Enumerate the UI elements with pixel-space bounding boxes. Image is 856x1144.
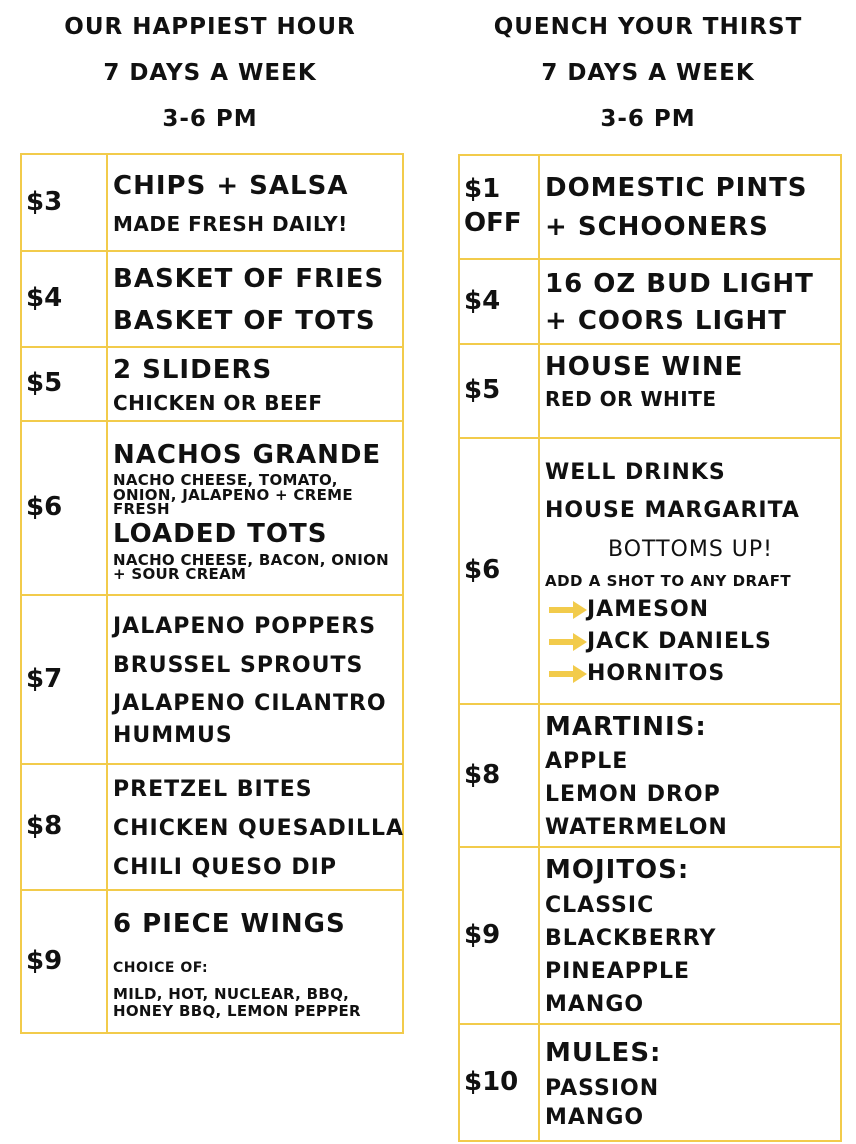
items-cell xyxy=(107,347,403,421)
menu-item-note: CHICKEN OR BEEF xyxy=(113,390,323,415)
right-arrow-icon xyxy=(549,601,587,619)
menu-item: CHILI QUESO DIP xyxy=(113,854,337,880)
menu-item-note: RED OR WHITE xyxy=(545,387,717,412)
drinks-heading-title: QUENCH YOUR THIRST xyxy=(493,14,803,40)
items-cell xyxy=(107,890,403,1033)
shot-option-label: JACK DANIELS xyxy=(587,628,772,654)
food-heading-hours: 3-6 PM xyxy=(162,106,258,132)
menu-item: + SCHOONERS xyxy=(545,212,769,242)
menu-row xyxy=(21,595,403,764)
menu-item: 2 SLIDERS xyxy=(113,355,273,386)
menu-row xyxy=(21,890,403,1033)
menu-item: 16 OZ BUD LIGHT xyxy=(545,269,814,300)
menu-row xyxy=(459,155,841,259)
menu-item-note: ADD A SHOT TO ANY DRAFT xyxy=(545,572,792,591)
menu-item: PASSION xyxy=(545,1075,660,1101)
price-cell: $9 xyxy=(459,847,539,1023)
price-cell: $3 xyxy=(21,154,107,251)
price-cell: $5 xyxy=(21,347,107,421)
menu-item: 6 PIECE WINGS xyxy=(113,908,346,939)
menu-row xyxy=(459,704,841,847)
menu-item-note: CHOICE OF: xyxy=(113,960,209,977)
items-cell xyxy=(539,847,841,1023)
menu-item-note: NACHO CHEESE, BACON, ONION + SOUR CREAM xyxy=(113,550,389,583)
price-cell: $9 xyxy=(21,890,107,1033)
price-cell: $8 xyxy=(21,764,107,890)
menu-row xyxy=(21,154,403,251)
items-cell xyxy=(107,595,403,764)
items-cell xyxy=(539,1024,841,1141)
food-heading-days: 7 DAYS A WEEK xyxy=(103,60,317,86)
price-cell: $6 xyxy=(459,438,539,704)
menu-item: LEMON DROP xyxy=(545,782,721,808)
items-cell xyxy=(539,259,841,344)
menu-item: PINEAPPLE xyxy=(545,958,691,984)
menu-item: BRUSSEL SPROUTS xyxy=(113,652,364,678)
price-text: $1 OFF xyxy=(464,174,522,238)
menu-item: JALAPENO POPPERS xyxy=(113,613,377,639)
menu-row xyxy=(459,438,841,704)
menu-item: MANGO xyxy=(545,1104,645,1130)
menu-row xyxy=(459,344,841,438)
items-cell xyxy=(107,421,403,595)
menu-item: BLACKBERRY xyxy=(545,925,717,951)
menu-item-note: MADE FRESH DAILY! xyxy=(113,212,348,237)
price-cell: $8 xyxy=(459,704,539,847)
menu-item: MARTINIS: xyxy=(545,712,707,742)
menu-item: NACHOS GRANDE xyxy=(113,439,382,470)
menu-item: MOJITOS: xyxy=(545,855,690,886)
right-arrow-icon xyxy=(549,665,587,683)
food-heading xyxy=(0,4,420,142)
menu-item: + COORS LIGHT xyxy=(545,305,787,336)
price-cell: $4 xyxy=(459,259,539,344)
menu-item: CHICKEN QUESADILLA xyxy=(113,815,405,841)
items-cell xyxy=(539,438,841,704)
food-menu-table xyxy=(20,153,404,1034)
shot-option xyxy=(545,658,836,690)
price-cell: $5 xyxy=(459,344,539,438)
menu-row xyxy=(21,421,403,595)
menu-item: BASKET OF FRIES xyxy=(113,263,385,294)
price-cell: $10 xyxy=(459,1024,539,1141)
menu-item: WATERMELON xyxy=(545,815,728,841)
menu-item: PRETZEL BITES xyxy=(113,776,313,802)
items-cell xyxy=(107,154,403,251)
drinks-heading-days: 7 DAYS A WEEK xyxy=(541,60,755,86)
menu-row xyxy=(459,1024,841,1141)
menu-item: JALAPENO CILANTRO HUMMUS xyxy=(113,690,387,748)
menu-tagline: BOTTOMS UP! xyxy=(608,537,773,563)
food-heading-title: OUR HAPPIEST HOUR xyxy=(64,14,356,40)
right-arrow-icon xyxy=(549,633,587,651)
menu-item: WELL DRINKS xyxy=(545,460,726,486)
menu-item: CHIPS + SALSA xyxy=(113,170,349,201)
items-cell xyxy=(107,251,403,347)
drinks-heading xyxy=(438,4,856,142)
menu-item: HOUSE WINE xyxy=(545,352,744,382)
shot-option xyxy=(545,626,836,658)
drinks-heading-hours: 3-6 PM xyxy=(600,106,696,132)
price-cell: $4 xyxy=(21,251,107,347)
shot-option-label: JAMESON xyxy=(587,597,710,623)
items-cell xyxy=(107,764,403,890)
menu-item-note: MILD, HOT, NUCLEAR, BBQ, HONEY BBQ, LEMON PEPPER xyxy=(113,985,361,1020)
menu-item-note: NACHO CHEESE, TOMATO, ONION, JALAPENO + CREME FRESH xyxy=(113,471,353,518)
items-cell xyxy=(539,704,841,847)
price-cell: $7 xyxy=(21,595,107,764)
items-cell xyxy=(539,155,841,259)
menu-item: MULES: xyxy=(545,1038,662,1069)
menu-item: HOUSE MARGARITA xyxy=(545,497,800,523)
items-cell xyxy=(539,344,841,438)
menu-item: BASKET OF TOTS xyxy=(113,306,376,336)
menu-item: DOMESTIC PINTS xyxy=(545,173,808,203)
menu-row xyxy=(21,347,403,421)
menu-item: LOADED TOTS xyxy=(113,519,328,550)
menu-item: APPLE xyxy=(545,749,629,775)
shot-option xyxy=(545,594,836,626)
menu-item: CLASSIC xyxy=(545,892,655,918)
menu-row xyxy=(21,251,403,347)
menu-row xyxy=(21,764,403,890)
drinks-menu-table xyxy=(458,154,842,1142)
price-cell: $6 xyxy=(21,421,107,595)
price-cell xyxy=(459,155,539,259)
menu-item: MANGO xyxy=(545,991,645,1017)
menu-row xyxy=(459,259,841,344)
shot-option-label: HORNITOS xyxy=(587,660,726,686)
menu-row xyxy=(459,847,841,1023)
